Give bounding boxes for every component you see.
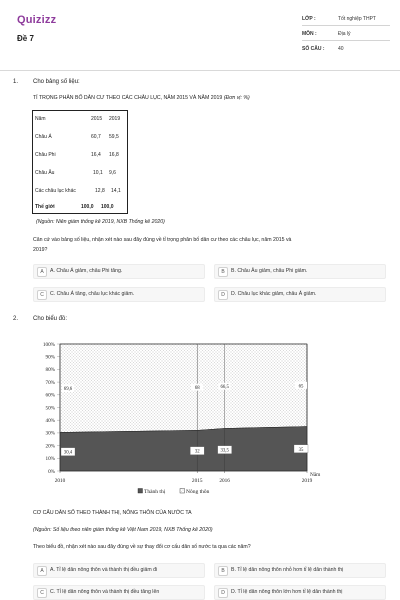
x-tick-label: 2019	[301, 478, 313, 484]
y-tick-label: 40%	[45, 418, 55, 424]
table-unit-text: (Đơn vị: %)	[223, 95, 250, 101]
option-letter: A	[37, 566, 47, 576]
y-tick-label: 0%	[48, 468, 55, 475]
question-1-text-line2: 2019?	[33, 247, 48, 253]
table-cell: 10,1	[93, 170, 103, 176]
question-1-option-a[interactable]	[33, 264, 205, 279]
meta-subject-key: MÔN :	[302, 31, 317, 37]
legend-swatch-rural	[180, 489, 185, 494]
option-letter: D	[218, 588, 228, 598]
table-header-2015: 2015	[91, 116, 103, 122]
table-title-text: TỈ TRỌNG PHÂN BỐ DÂN CƯ THEO CÁC CHÂU LỤC, NĂM 2015 VÀ NĂM 2019	[33, 95, 223, 101]
population-area-chart	[32, 333, 372, 503]
option-label: D. Tỉ lệ dân nông thôn lớn hơn tỉ lệ dân thành thị	[231, 589, 343, 595]
option-letter: D	[218, 290, 228, 300]
option-letter: B	[218, 267, 228, 277]
question-1-option-d[interactable]	[214, 287, 386, 302]
rural-area	[60, 344, 307, 432]
document-header	[0, 0, 400, 71]
exam-title: Đề 7	[17, 34, 34, 43]
urban-area	[60, 427, 307, 471]
table-cell: 100,0	[101, 204, 114, 210]
option-label: B. Châu Âu giảm, châu Phi giảm.	[231, 268, 308, 274]
option-label: A. Tỉ lệ dân nông thôn và thành thị đều giảm đi	[50, 567, 158, 573]
question-2-option-b[interactable]	[214, 563, 386, 578]
table-cell: Thế giới	[35, 204, 55, 210]
x-axis-label: Năm	[310, 472, 321, 478]
table-cell: Châu Âu	[35, 170, 55, 176]
question-2-option-c[interactable]	[33, 585, 205, 600]
question-2-number: 2.	[13, 316, 19, 322]
question-1-option-c[interactable]	[33, 287, 205, 302]
meta-question-count-value: 40	[338, 46, 344, 52]
table-cell: Châu Phi	[35, 152, 56, 158]
x-tick-label: 2015	[191, 478, 203, 484]
chart-title: CƠ CẤU DÂN SỐ THEO THÀNH THỊ, NÔNG THÔN CỦA NƯỚC TA	[33, 510, 192, 516]
y-tick-label: 70%	[45, 379, 55, 386]
legend-swatch-urban	[138, 489, 143, 494]
population-table	[32, 110, 128, 214]
question-1-source: (Nguồn: Niên giám thống kê 2019, NXB Thống kê 2020)	[36, 219, 165, 225]
question-1-option-b[interactable]	[214, 264, 386, 279]
y-tick-label: 10%	[45, 456, 55, 463]
question-1-number: 1.	[13, 79, 19, 85]
table-cell: 59,5	[109, 134, 119, 140]
meta-class-value: Tốt nghiệp THPT	[338, 16, 376, 22]
table-cell: Các châu lục khác	[35, 188, 76, 194]
y-tick-label: 90%	[45, 354, 55, 361]
x-tick-label: 2010	[54, 478, 66, 484]
divider	[302, 40, 390, 41]
y-tick-label: 30%	[45, 430, 55, 437]
table-cell: 100,0	[81, 204, 94, 210]
urban-data-label: 35	[298, 447, 304, 453]
table-cell: 16,8	[109, 152, 119, 158]
rural-data-label: 69,6	[63, 387, 73, 393]
question-2-option-a[interactable]	[33, 563, 205, 578]
y-tick-label: 60%	[45, 392, 55, 399]
urban-data-label: 32	[194, 449, 200, 455]
meta-question-count-key: SỐ CÂU :	[302, 46, 325, 52]
divider	[302, 25, 390, 26]
meta-class-key: LỚP :	[302, 16, 316, 22]
table-header-year: Năm	[35, 116, 46, 122]
table-cell: 12,8	[95, 188, 105, 194]
option-label: A. Châu Á giảm, châu Phi tăng.	[50, 268, 123, 274]
table-cell: 60,7	[91, 134, 101, 140]
table-cell: 9,6	[109, 170, 116, 176]
option-letter: C	[37, 588, 47, 598]
table-cell: 14,1	[111, 188, 121, 194]
option-letter: A	[37, 267, 47, 277]
table-cell: 16,4	[91, 152, 101, 158]
y-tick-label: 50%	[45, 405, 55, 412]
legend-label-urban: Thành thị	[144, 489, 166, 495]
table-header-2019: 2019	[109, 116, 121, 122]
urban-data-label: 30,4	[63, 450, 73, 456]
option-label: D. Châu lục khác giảm, châu Á giảm.	[231, 291, 317, 297]
urban-data-label: 33,5	[220, 448, 229, 454]
rural-data-label: 65	[298, 384, 304, 390]
option-label: C. Tỉ lệ dân nông thôn và thành thị đều tăng lên	[50, 589, 160, 595]
x-tick-label: 2016	[219, 478, 230, 484]
question-1-table-title	[33, 95, 250, 101]
option-label: B. Tỉ lệ dân nông thôn nhỏ hơn tỉ lệ dân thành thị	[231, 567, 344, 573]
rural-data-label: 68	[194, 386, 200, 392]
table-cell: Châu Á	[35, 134, 52, 140]
question-2-option-d[interactable]	[214, 585, 386, 600]
option-letter: C	[37, 290, 47, 300]
y-tick-label: 100%	[42, 341, 55, 348]
chart-source: (Nguồn: Số liệu theo niên giám thống kê Việt Nam 2019, NXB Thống kê 2020)	[33, 527, 213, 533]
meta-subject-value: Địa lý	[338, 31, 351, 37]
question-2-text: Theo biểu đồ, nhận xét nào sau đây đúng về sự thay đổi cơ cấu dân số nước ta qua các năm?	[33, 544, 251, 550]
question-1-text-line1: Căn cứ vào bảng số liệu, nhận xét nào sau đây đúng về tỉ trọng phân bố dân cư theo các châu lục, năm 2015 và	[33, 237, 292, 243]
y-tick-label: 20%	[45, 443, 55, 450]
option-label: C. Châu Á tăng, châu lục khác giảm.	[50, 291, 135, 297]
question-2-intro: Cho biểu đồ:	[33, 316, 68, 322]
rural-data-label: 66,5	[220, 385, 229, 391]
question-1-intro: Cho bảng số liệu:	[33, 79, 80, 85]
option-letter: B	[218, 566, 228, 576]
y-tick-label: 80%	[45, 367, 55, 374]
quizizz-logo: Quizizz	[17, 14, 57, 26]
legend-label-rural: Nông thôn	[186, 489, 210, 495]
